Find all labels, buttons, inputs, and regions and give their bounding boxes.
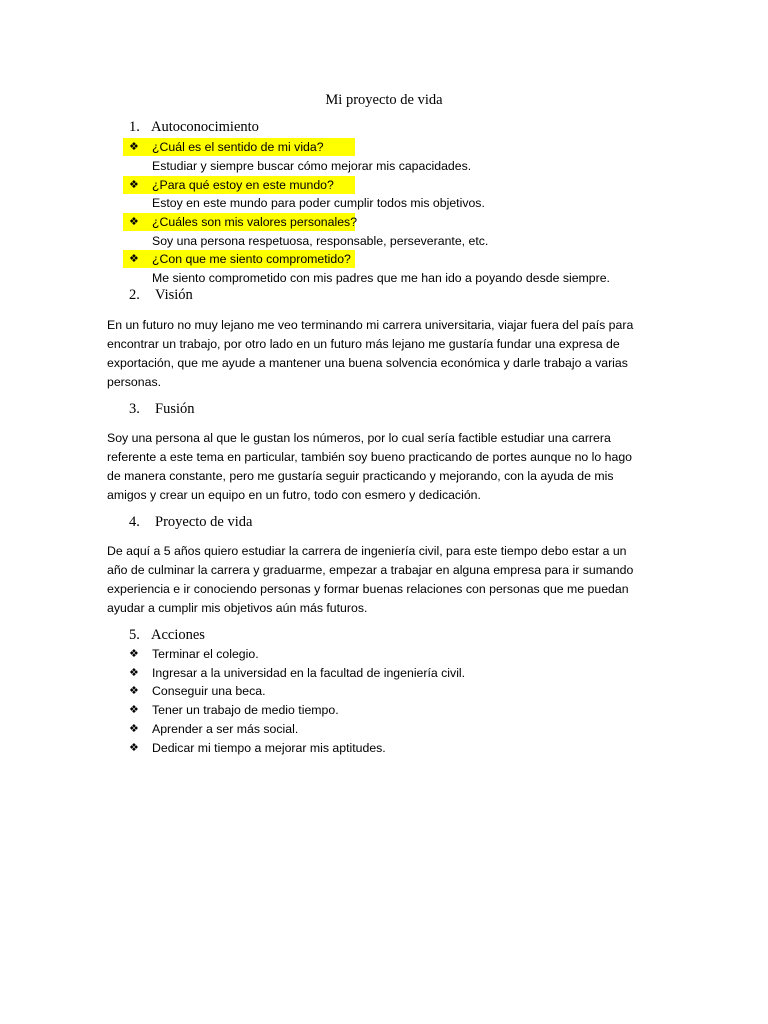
diamond-bullet-icon: ❖ [129, 741, 139, 754]
paragraph-line: Soy una persona al que le gustan los números, por lo cual sería factible estudiar una carrera [107, 431, 611, 445]
diamond-bullet-icon: ❖ [129, 647, 139, 660]
answer-text: Me siento comprometido con mis padres que me han ido a poyando desde siempre. [152, 271, 610, 285]
section-number: 5. [129, 627, 140, 643]
section-title: Autoconocimiento [151, 119, 259, 135]
paragraph-line: referente a este tema en particular, también soy bueno practicando de portes aunque no lo hago [107, 450, 633, 464]
section-title: Acciones [151, 627, 205, 643]
section-number: 1. [129, 119, 140, 135]
answer-text: Soy una persona respetuosa, responsable, perseverante, etc. [152, 234, 489, 248]
section-heading-vision [129, 287, 193, 304]
question-text: ¿Con que me siento comprometido? [152, 252, 351, 266]
action-text: Dedicar mi tiempo a mejorar mis aptitudes. [152, 741, 386, 755]
answer-text: Estudiar y siempre buscar cómo mejorar mis capacidades. [152, 159, 472, 173]
diamond-bullet-icon: ❖ [129, 252, 139, 265]
diamond-bullet-icon: ❖ [129, 178, 139, 191]
section-title: Visión [155, 287, 193, 303]
question-text: ¿Para qué estoy en este mundo? [152, 178, 334, 192]
diamond-bullet-icon: ❖ [129, 684, 139, 697]
diamond-bullet-icon: ❖ [129, 666, 139, 679]
diamond-bullet-icon: ❖ [129, 722, 139, 735]
vision-paragraph [107, 316, 667, 392]
action-text: Conseguir una beca. [152, 684, 266, 698]
paragraph-line: amigos y crear un equipo en un futro, todo con esmero y dedicación. [107, 488, 481, 502]
action-text: Ingresar a la universidad en la facultad de ingeniería civil. [152, 666, 466, 680]
section-number: 4. [129, 514, 140, 530]
paragraph-line: exportación, que me ayude a mantener una buena solvencia económica y darle trabajo a varias [107, 356, 628, 370]
proyecto-paragraph [107, 542, 667, 618]
section-heading-fusion [129, 401, 195, 418]
paragraph-line: de manera constante, pero me gustaría seguir practicando y mejorando, con la ayuda de mis [107, 469, 614, 483]
section-number: 2. [129, 287, 140, 303]
action-text: Aprender a ser más social. [152, 722, 299, 736]
diamond-bullet-icon: ❖ [129, 140, 139, 153]
section-title: Fusión [155, 401, 195, 417]
section-heading-acciones [129, 627, 205, 644]
section-title: Proyecto de vida [155, 514, 253, 530]
question-text: ¿Cuáles son mis valores personales? [152, 215, 358, 229]
question-text: ¿Cuál es el sentido de mi vida? [152, 140, 324, 154]
paragraph-line: experiencia e ir conociendo personas y formar buenas relaciones con personas que me puedan [107, 582, 629, 596]
diamond-bullet-icon: ❖ [129, 215, 139, 228]
paragraph-line: En un futuro no muy lejano me veo terminando mi carrera universitaria, viajar fuera del país para [107, 318, 634, 332]
paragraph-line: encontrar un trabajo, por otro lado en un futuro más lejano me gustaría fundar una expresa de [107, 337, 620, 351]
paragraph-line: año de culminar la carrera y graduarme, empezar a trabajar en alguna empresa para ir sumando [107, 563, 634, 577]
answer-text: Estoy en este mundo para poder cumplir todos mis objetivos. [152, 196, 485, 210]
paragraph-line: De aquí a 5 años quiero estudiar la carrera de ingeniería civil, para este tiempo debo estar a un [107, 544, 627, 558]
document-title: Mi proyecto de vida [325, 92, 443, 108]
paragraph-line: personas. [107, 375, 162, 389]
action-text: Tener un trabajo de medio tiempo. [152, 703, 339, 717]
section-heading-proyecto [129, 514, 252, 531]
diamond-bullet-icon: ❖ [129, 703, 139, 716]
paragraph-line: ayudar a cumplir mis objetivos aún más futuros. [107, 601, 368, 615]
section-number: 3. [129, 401, 140, 417]
action-text: Terminar el colegio. [152, 647, 259, 661]
fusion-paragraph [107, 429, 667, 505]
section-heading-autoconocimiento [129, 119, 259, 136]
